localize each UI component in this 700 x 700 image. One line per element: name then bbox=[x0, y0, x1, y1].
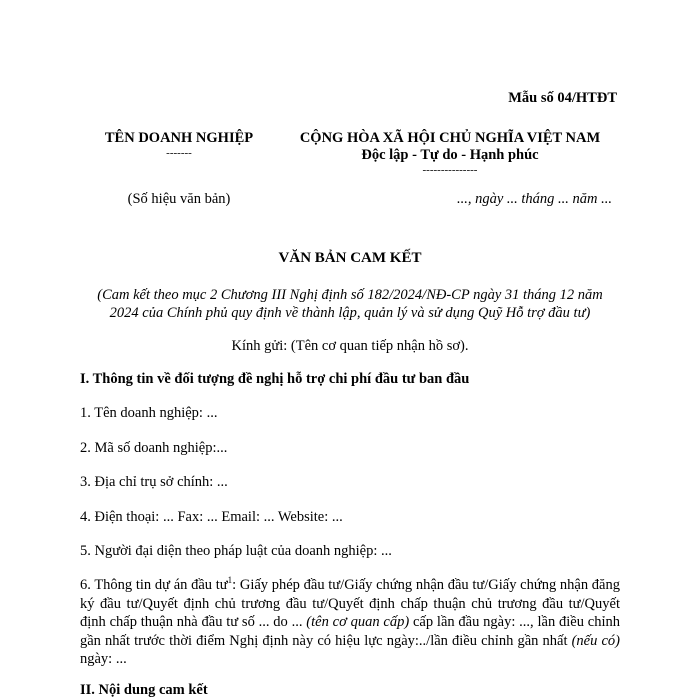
item-legal-representative: 5. Người đại diện theo pháp luật của doanh nghiệp: ... bbox=[80, 543, 392, 559]
company-header bbox=[93, 130, 265, 160]
company-rule: ------- bbox=[166, 147, 192, 159]
item-contact-info: 4. Điện thoại: ... Fax: ... Email: ... Website: ... bbox=[80, 509, 343, 525]
national-header bbox=[280, 130, 620, 177]
motto-rule: --------------- bbox=[422, 164, 478, 176]
item-project-info bbox=[80, 576, 620, 669]
item-company-code: 2. Mã số doanh nghiệp:... bbox=[80, 440, 228, 456]
country-name: CỘNG HÒA XÃ HỘI CHỦ NGHĨA VIỆT NAM bbox=[299, 130, 601, 146]
section-2-heading: II. Nội dung cam kết bbox=[80, 682, 208, 698]
item6-text-2: cấp lần đầu ngày: ..., lần điều chỉnh gần nhất trước thời điểm Nghị định này có hiệu lực ngày:../lần điều chỉnh gần nhất bbox=[80, 614, 620, 649]
section-1-heading: I. Thông tin về đối tượng đề nghị hỗ trợ chi phí đầu tư ban đầu bbox=[80, 371, 470, 387]
document-subtitle bbox=[80, 286, 620, 322]
form-code: Mẫu số 04/HTĐT bbox=[508, 90, 617, 106]
item6-text-1: : Giấy phép đầu tư/Giấy chứng nhận đầu tư/Giấy chứng nhận đăng ký đầu tư/Quyết định chủ trương đầu tư/Quyết định chấp thuận chủ trương đầu tư/Quyết định chấp thuận nhà đầu tư số ... do ... bbox=[80, 577, 620, 630]
motto: Độc lập - Tự do - Hạnh phúc bbox=[361, 147, 539, 163]
subtitle-line-2: 2024 của Chính phủ quy định về thành lập, quản lý và sử dụng Quỹ Hỗ trợ đầu tư) bbox=[109, 305, 591, 321]
item-head-office-address: 3. Địa chỉ trụ sở chính: ... bbox=[80, 474, 228, 490]
item6-if-any: (nếu có) bbox=[571, 632, 620, 649]
document-title: VĂN BẢN CAM KẾT bbox=[278, 250, 422, 266]
subtitle-line-1: (Cam kết theo mục 2 Chương III Nghị định số 182/2024/NĐ-CP ngày 31 tháng 12 năm bbox=[97, 287, 603, 303]
company-name: TÊN DOANH NGHIỆP bbox=[104, 130, 254, 146]
item6-agency: (tên cơ quan cấp) bbox=[306, 614, 410, 630]
footnote-marker: 1 bbox=[227, 575, 233, 586]
recipient-line: Kính gửi: (Tên cơ quan tiếp nhận hồ sơ). bbox=[231, 338, 469, 354]
item-company-name: 1. Tên doanh nghiệp: ... bbox=[80, 405, 218, 421]
doc-number: (Số hiệu văn bản) bbox=[127, 191, 231, 207]
item6-text-3: ngày: ... bbox=[80, 651, 127, 667]
date-line: ..., ngày ... tháng ... năm ... bbox=[456, 191, 612, 207]
item6-lead: 6. Thông tin dự án đầu tư bbox=[80, 577, 228, 593]
